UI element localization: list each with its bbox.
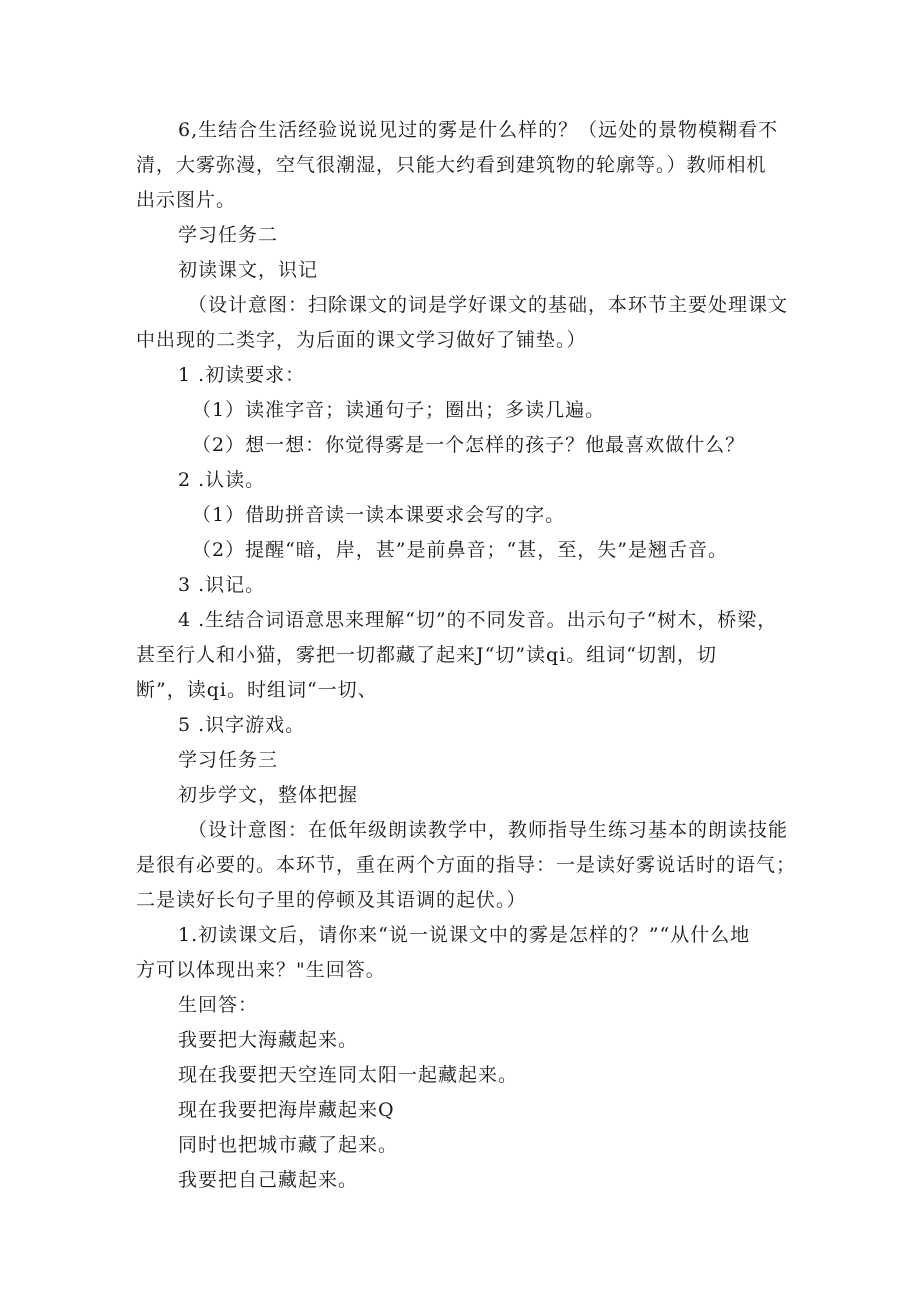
answer-line-2: 现在我要把天空连同太阳一起藏起来。 [178,1064,519,1086]
answer-line-3: 现在我要把海岸藏起来Q [178,1099,395,1121]
task-three-item-1-line-2: 方可以体现出来？"生回答。 [136,959,386,981]
task-three-subheading: 初步学文，整体把握 [178,784,359,806]
design-intent-1-line-2: 中出现的二类字，为后面的课文学习做好了铺垫。） [136,329,587,351]
paragraph-6-line-1: 6,生结合生活经验说说见过的雾是什么样的？（远处的景物模糊看不 [178,119,779,141]
task-two-subheading: 初读课文，识记 [178,259,319,281]
design-intent-2-line-2: 是很有必要的。本环节，重在两个方面的指导：一是读好雾说话时的语气； [136,854,797,876]
item-2-reading: 2 .认读。 [178,469,266,491]
sub-item-1-2: （2）想一想：你觉得雾是一个怎样的孩子？他最喜欢做什么？ [192,434,746,456]
item-3-memorize: 3 .识记。 [178,574,266,596]
sub-item-2-2: （2）提醒“暗，岸，甚”是前鼻音；“甚，至，失”是翘舌音。 [192,539,728,561]
sub-item-2-1: （1）借助拼音读一读本课要求会写的字。 [192,504,566,526]
item-4-line-1: 4 .生结合词语意思来理解“切”的不同发音。出示句子“树木，桥梁， [178,609,778,631]
student-answer-label: 生回答： [178,994,259,1016]
item-1-first-reading: 1 .初读要求： [178,364,306,386]
answer-line-4: 同时也把城市藏了起来。 [178,1134,399,1156]
answer-line-1: 我要把大海藏起来。 [178,1029,359,1051]
paragraph-6-line-2: 清，大雾弥漫，空气很潮湿，只能大约看到建筑物的轮廓等。）教师相机 [136,154,767,176]
design-intent-2-line-3: 二是读好长句子里的停顿及其语调的起伏。） [136,889,527,911]
task-two-heading: 学习任务二 [178,224,279,246]
design-intent-1-line-1: （设计意图：扫除课文的词是学好课文的基础，本环节主要处理课文 [188,294,789,316]
item-4-line-2: 甚至行人和小猫，雾把一切都藏了起来J“切”读qi。组词“切割，切 [136,644,717,666]
sub-item-1-1: （1）读准字音；读通句子；圈出；多读几遍。 [192,399,606,421]
item-4-line-3: 断”，读qi。时组词“一切、 [136,679,378,701]
task-three-item-1-line-1: 1.初读课文后，请你来“说一说课文中的雾是怎样的？”“从什么地 [178,924,751,946]
design-intent-2-line-1: （设计意图：在低年级朗读教学中，教师指导生练习基本的朗读技能 [188,819,789,841]
answer-line-5: 我要把自己藏起来。 [178,1169,359,1191]
item-5-game: 5 .识字游戏。 [178,714,306,736]
task-three-heading: 学习任务三 [178,749,279,771]
paragraph-6-line-3: 出示图片。 [136,189,237,211]
